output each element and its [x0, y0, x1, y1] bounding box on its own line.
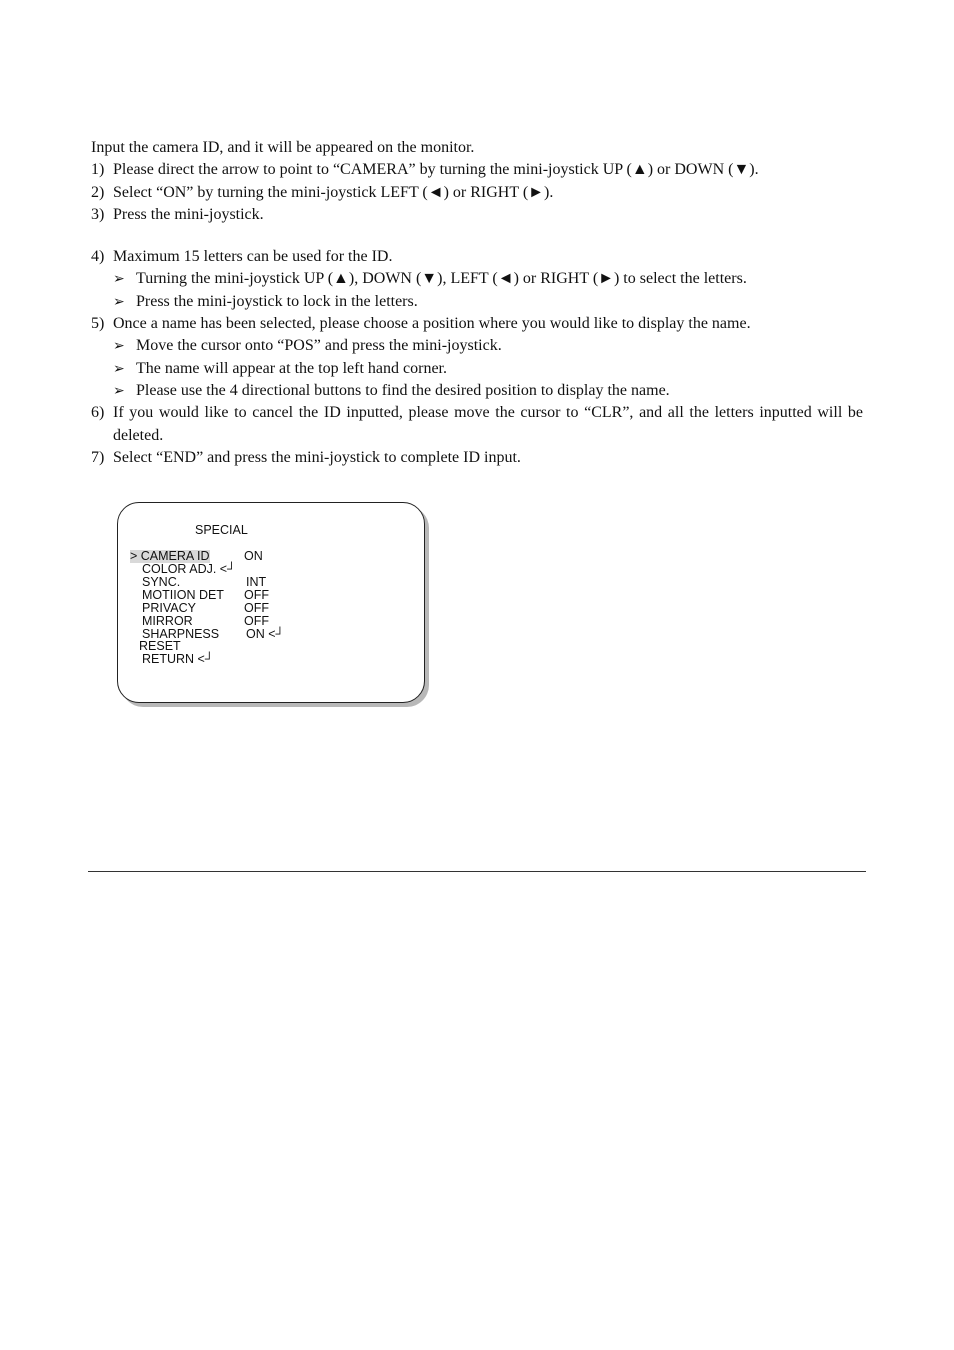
step-number: 7)	[91, 448, 105, 466]
step-number: 3)	[91, 205, 105, 223]
step-5-bullet-1	[113, 335, 863, 357]
osd-row-sync-label: SYNC.	[142, 575, 181, 589]
osd-row-mirror-value: OFF	[244, 614, 269, 628]
osd-row-motion-det-label: MOTIION DET	[142, 588, 224, 602]
osd-row-return-label: RETURN <┘	[142, 652, 214, 666]
step-6	[91, 402, 863, 447]
arrow-bullet-icon: ➢	[113, 293, 125, 310]
step-text: Select “END” and press the mini-joystick to complete ID input.	[113, 448, 521, 466]
step-text: Press the mini-joystick.	[113, 205, 264, 223]
bullet-text: Press the mini-joystick to lock in the letters.	[136, 292, 418, 310]
arrow-bullet-icon: ➢	[113, 382, 125, 399]
osd-row-motion-det-value: OFF	[244, 588, 269, 602]
step-text: Once a name has been selected, please choose a position where you would like to display the name.	[113, 315, 751, 333]
footer-divider	[88, 871, 866, 872]
osd-row-sharpness-label: SHARPNESS	[142, 627, 220, 641]
osd-row-color-adj-label: COLOR ADJ. <┘	[142, 562, 236, 576]
osd-row-privacy-value: OFF	[244, 601, 269, 615]
step-number: 4)	[91, 248, 105, 266]
step-4-bullet-2	[113, 291, 863, 313]
step-text: Please direct the arrow to point to “CAMERA” by turning the mini-joystick UP (▲) or DOWN (▼).	[113, 161, 759, 179]
step-text: Maximum 15 letters can be used for the ID.	[113, 248, 393, 266]
instruction-text	[91, 137, 863, 469]
bullet-text: The name will appear at the top left hand corner.	[136, 359, 447, 377]
step-4-bullet-1	[113, 268, 863, 290]
step-number: 2)	[91, 183, 105, 201]
spacer	[91, 226, 863, 246]
step-4	[91, 246, 863, 268]
osd-row-camera-id-label: > CAMERA ID	[130, 549, 210, 563]
step-number: 6)	[91, 404, 105, 422]
intro-paragraph: Input the camera ID, and it will be appeared on the monitor.	[91, 139, 475, 156]
step-number: 5)	[91, 315, 105, 333]
step-text: If you would like to cancel the ID inputted, please move the cursor to “CLR”, and all the letters inputted will be deleted.	[113, 404, 863, 444]
step-5-bullet-3	[113, 380, 863, 402]
osd-row-mirror-label: MIRROR	[142, 614, 193, 628]
step-5-bullet-2	[113, 358, 863, 380]
bullet-text: Move the cursor onto “POS” and press the mini-joystick.	[136, 337, 502, 355]
bullet-text: Turning the mini-joystick UP (▲), DOWN (▼), LEFT (◄) or RIGHT (►) to select the letters.	[136, 270, 747, 288]
osd-row-camera-id-value: ON	[244, 549, 263, 563]
osd-menu-screen	[117, 502, 425, 703]
step-1	[91, 159, 863, 181]
osd-row-privacy-label: PRIVACY	[142, 601, 196, 615]
arrow-bullet-icon: ➢	[113, 271, 125, 288]
step-number: 1)	[91, 161, 105, 179]
step-2	[91, 182, 863, 204]
step-text: Select “ON” by turning the mini-joystick LEFT (◄) or RIGHT (►).	[113, 183, 554, 201]
arrow-bullet-icon: ➢	[113, 338, 125, 355]
step-7	[91, 447, 863, 469]
osd-row-sharpness-value: ON <┘	[246, 627, 285, 641]
osd-row-reset-label: RESET	[139, 639, 181, 653]
arrow-bullet-icon: ➢	[113, 360, 125, 377]
osd-menu-title: SPECIAL	[195, 523, 248, 537]
osd-row-sync-value: INT	[246, 575, 267, 589]
step-3	[91, 204, 863, 226]
step-5	[91, 313, 863, 335]
bullet-text: Please use the 4 directional buttons to find the desired position to display the name.	[136, 381, 670, 399]
